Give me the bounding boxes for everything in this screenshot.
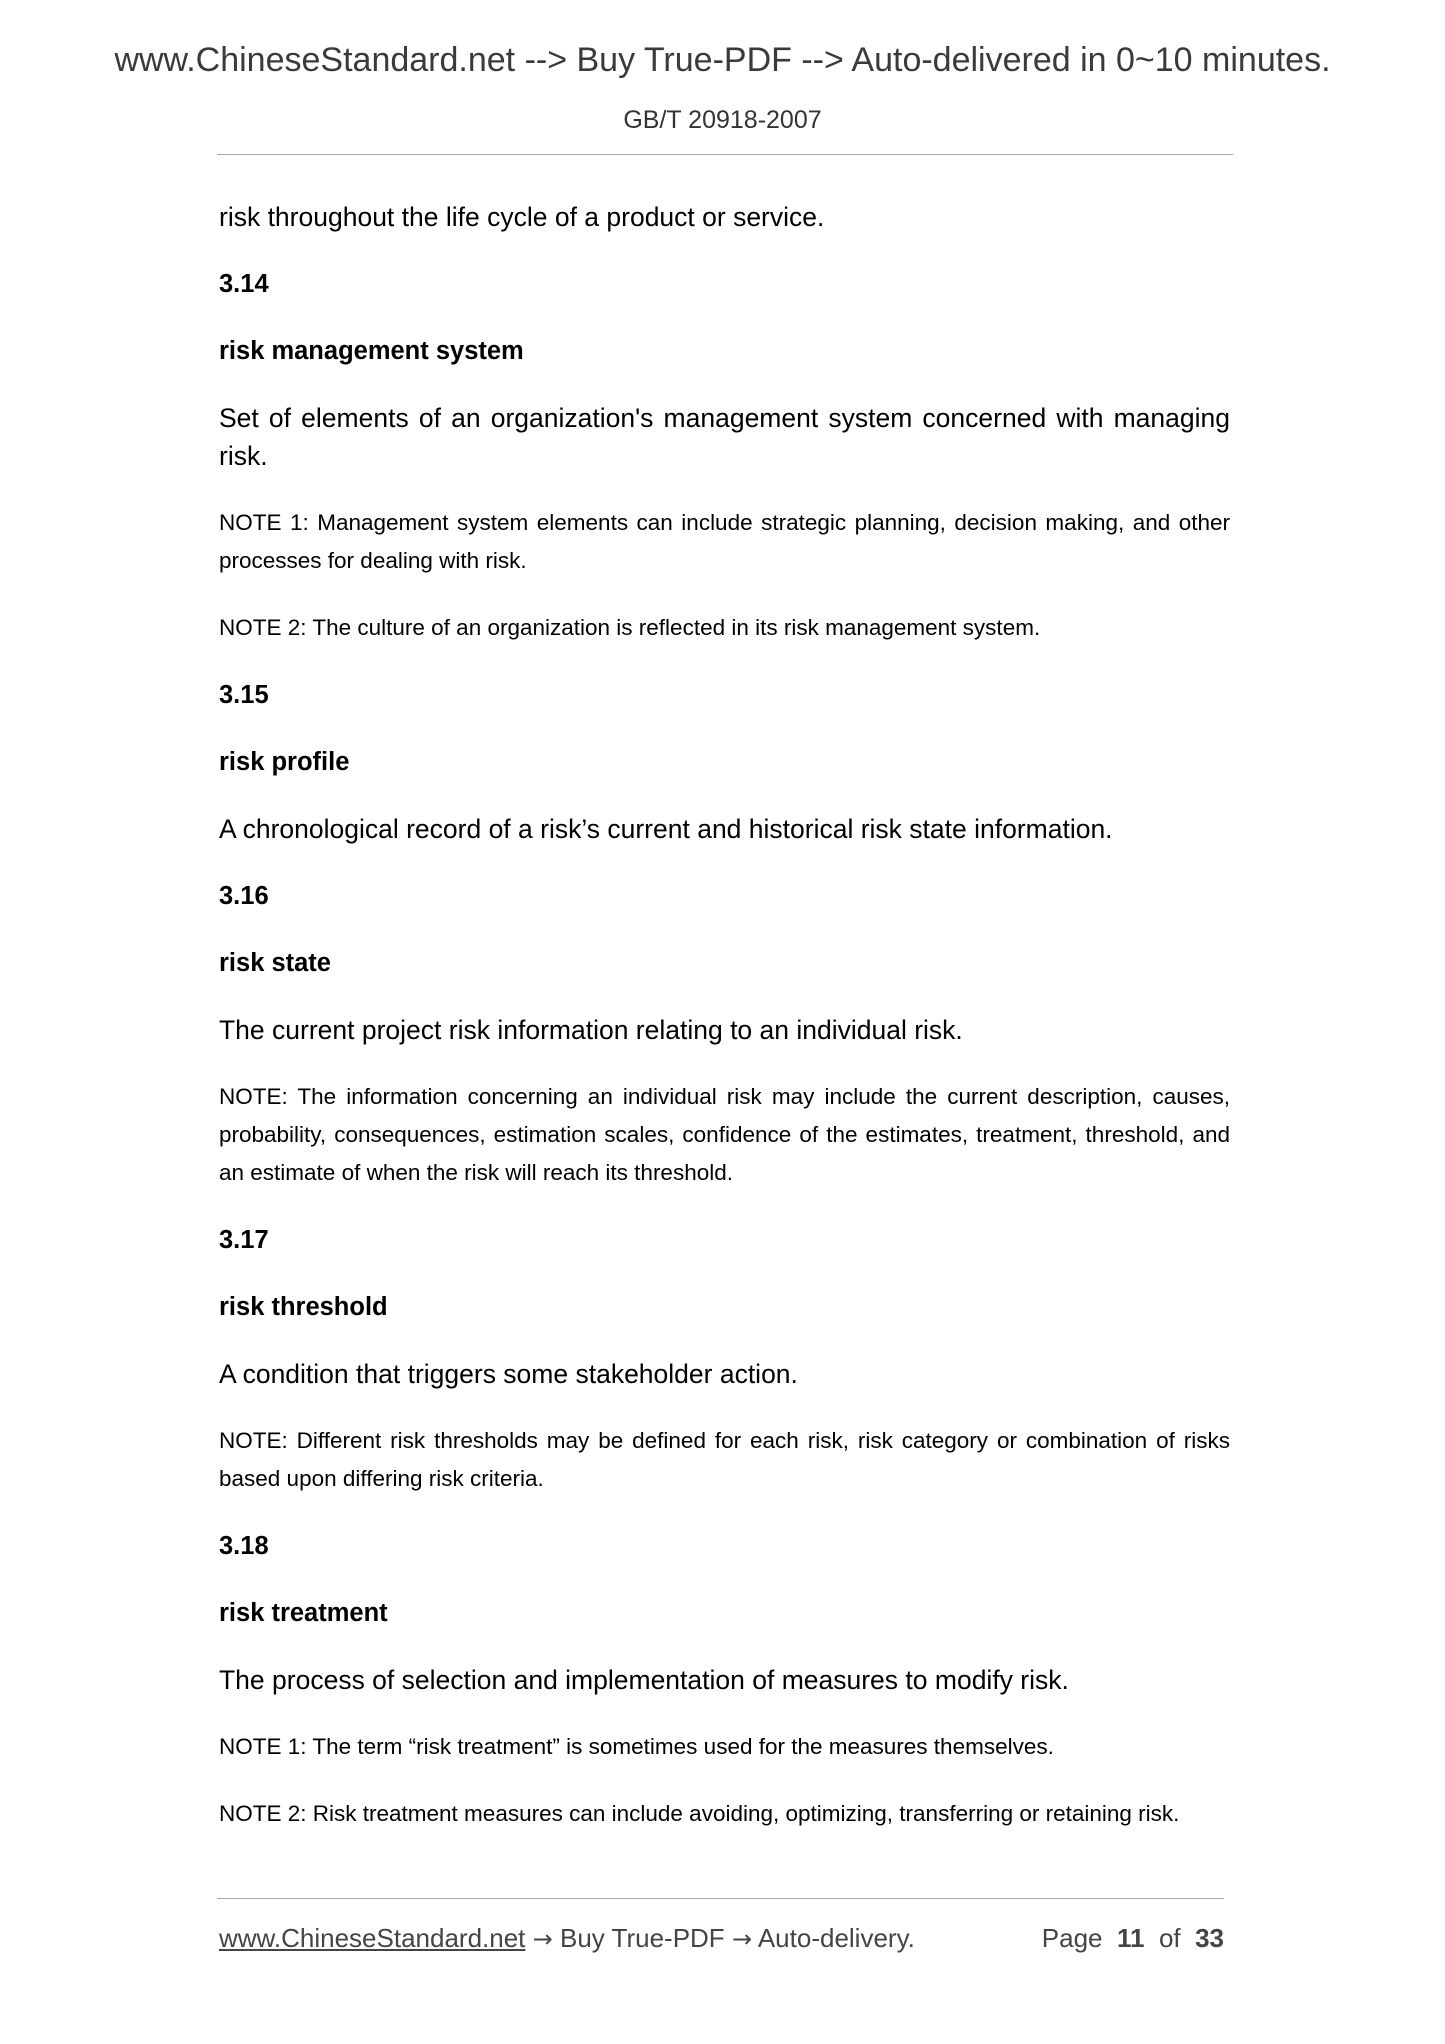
- footer-divider: [217, 1898, 1224, 1899]
- term-note: NOTE: Different risk thresholds may be defined for each risk, risk category or combination of risks based upon differing risk criteria.: [219, 1428, 1230, 1491]
- term-title: risk treatment: [219, 1599, 388, 1627]
- footer-site-link[interactable]: www.ChineseStandard.net: [219, 1923, 526, 1953]
- clause-number: 3.15: [219, 681, 269, 709]
- footer-delivery-text: Auto-delivery.: [757, 1923, 915, 1953]
- term-note: NOTE: The information concerning an individual risk may include the current description, causes, probability, consequences, estimation scales, confidence of the estimates, treatment, threshold, and an estimate of when the risk will reach its threshold.: [219, 1084, 1230, 1185]
- term-title: risk profile: [219, 748, 350, 776]
- clause-number: 3.14: [219, 270, 269, 298]
- page-footer: [219, 1918, 1224, 1958]
- term-note: NOTE 1: The term “risk treatment” is sometimes used for the measures themselves.: [219, 1734, 1054, 1759]
- standard-code: GB/T 20918-2007: [623, 106, 822, 134]
- continuation-text: risk throughout the life cycle of a product or service.: [219, 202, 825, 232]
- clause-number: 3.18: [219, 1532, 269, 1560]
- of-label: of: [1158, 1923, 1181, 1953]
- footer-promo: [219, 1918, 915, 1959]
- term-note: NOTE 1: Management system elements can include strategic planning, decision making, and other processes for dealing with risk.: [219, 510, 1230, 573]
- document-body: [219, 198, 1230, 1862]
- arrow-right-icon: →: [731, 1925, 753, 1953]
- arrow-right-icon: →: [532, 1925, 553, 1953]
- term-definition: The current project risk information relating to an individual risk.: [219, 1015, 963, 1045]
- page-current: 11: [1116, 1923, 1145, 1953]
- page-total: 33: [1195, 1923, 1224, 1953]
- term-definition: A condition that triggers some stakeholder action.: [219, 1359, 798, 1389]
- clause-number: 3.17: [219, 1226, 269, 1254]
- clause-number: 3.16: [219, 882, 269, 910]
- term-title: risk state: [219, 949, 331, 977]
- term-note: NOTE 2: Risk treatment measures can include avoiding, optimizing, transferring or retaining risk.: [219, 1801, 1180, 1826]
- term-note: NOTE 2: The culture of an organization is reflected in its risk management system.: [219, 615, 1041, 640]
- footer-buy-text: Buy True-PDF: [559, 1923, 725, 1953]
- header-divider: [217, 154, 1233, 155]
- page-label: Page: [1041, 1923, 1103, 1953]
- page-indicator: [1042, 1918, 1224, 1958]
- term-title: risk threshold: [219, 1293, 388, 1321]
- term-definition: The process of selection and implementation of measures to modify risk.: [219, 1665, 1069, 1695]
- term-definition: A chronological record of a risk’s current and historical risk state information.: [219, 814, 1113, 844]
- term-title: risk management system: [219, 337, 524, 365]
- header-banner: www.ChineseStandard.net --> Buy True-PDF --> Auto-delivered in 0~10 minutes.: [114, 41, 1331, 79]
- term-definition: Set of elements of an organization's management system concerned with managing risk.: [219, 403, 1230, 471]
